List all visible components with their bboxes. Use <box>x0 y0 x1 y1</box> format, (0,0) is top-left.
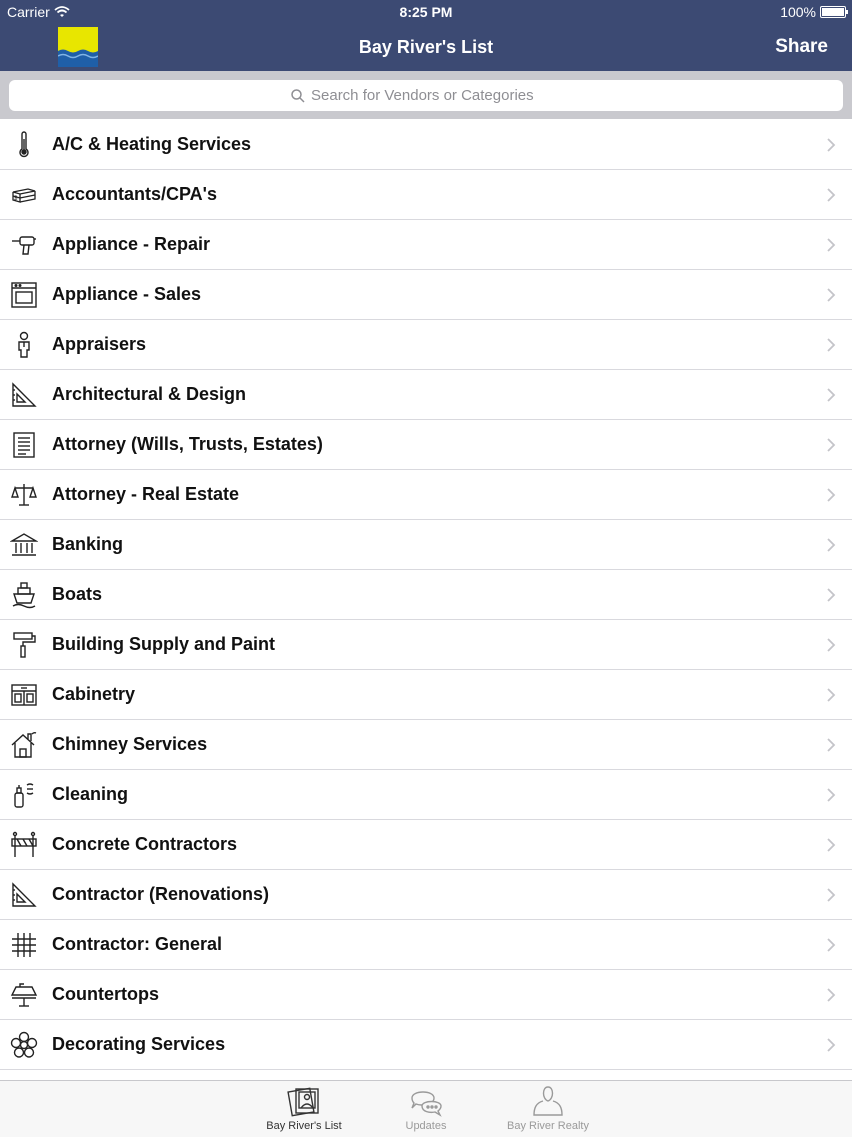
chevron-right-icon <box>826 637 836 653</box>
chevron-right-icon <box>826 1037 836 1053</box>
list-item[interactable] <box>0 270 852 320</box>
list-item-label: Banking <box>52 534 124 554</box>
list-item[interactable] <box>0 520 852 570</box>
list-item[interactable] <box>0 670 852 720</box>
search-field[interactable] <box>9 80 843 111</box>
set-square-icon <box>10 881 38 909</box>
countertop-icon <box>10 981 38 1009</box>
tab-updates[interactable] <box>376 1081 476 1137</box>
list-item-label: Accountants/CPA's <box>52 184 217 204</box>
tab-label: Bay River Realty <box>507 1120 589 1132</box>
ship-icon <box>10 581 38 609</box>
chevron-right-icon <box>826 687 836 703</box>
share-button[interactable]: Share <box>775 36 828 57</box>
list-item[interactable] <box>0 570 852 620</box>
person-outline-icon <box>530 1084 566 1118</box>
list-item[interactable] <box>0 170 852 220</box>
list-item[interactable] <box>0 770 852 820</box>
navigation-bar <box>0 24 852 71</box>
chevron-right-icon <box>826 537 836 553</box>
list-item[interactable] <box>0 1020 852 1070</box>
battery-indicator <box>780 4 846 20</box>
svg-text:$: $ <box>14 196 18 202</box>
person-icon <box>10 331 38 359</box>
chevron-right-icon <box>826 487 836 503</box>
set-square-icon <box>10 381 38 409</box>
list-item[interactable] <box>0 320 852 370</box>
status-time: 8:25 PM <box>399 4 453 20</box>
list-item[interactable] <box>0 470 852 520</box>
list-item[interactable] <box>0 370 852 420</box>
paint-roller-icon <box>10 631 38 659</box>
chevron-right-icon <box>826 937 836 953</box>
list-item-label: Contractor (Renovations) <box>52 884 270 904</box>
search-icon <box>291 89 305 103</box>
page-title: Bay River's List <box>358 37 494 57</box>
spray-bottle-icon <box>10 781 38 809</box>
thermometer-icon <box>10 131 38 159</box>
battery-icon <box>820 6 846 18</box>
grid-icon <box>10 931 38 959</box>
list-item-label: Building Supply and Paint <box>52 634 275 654</box>
list-item-label: Decorating Services <box>52 1034 226 1054</box>
photos-icon <box>286 1084 322 1118</box>
list-item-label: Countertops <box>52 984 159 1004</box>
battery-percent: 100% <box>780 4 816 20</box>
list-item[interactable] <box>0 870 852 920</box>
chevron-right-icon <box>826 237 836 253</box>
tab-bay-river-realty[interactable] <box>498 1081 598 1137</box>
list-item-label: Concrete Contractors <box>52 834 238 854</box>
chevron-right-icon <box>826 837 836 853</box>
list-item-label: Architectural & Design <box>52 384 247 404</box>
list-item-label: Appliance - Repair <box>52 234 211 254</box>
status-bar <box>0 0 852 24</box>
house-chimney-icon <box>10 731 38 759</box>
tab-bar <box>0 1080 852 1137</box>
list-item[interactable] <box>0 220 852 270</box>
list-item[interactable] <box>0 970 852 1020</box>
search-bar <box>0 71 852 119</box>
document-icon <box>10 431 38 459</box>
chevron-right-icon <box>826 287 836 303</box>
chevron-right-icon <box>826 387 836 403</box>
list-item[interactable] <box>0 820 852 870</box>
chevron-right-icon <box>826 887 836 903</box>
tab-bay-rivers-list[interactable] <box>254 1081 354 1137</box>
chevron-right-icon <box>826 187 836 203</box>
carrier-label: Carrier <box>7 4 50 20</box>
list-item-label: A/C & Heating Services <box>52 134 252 154</box>
list-item-label: Cleaning <box>52 784 129 804</box>
chevron-right-icon <box>826 587 836 603</box>
tab-label: Updates <box>405 1120 447 1132</box>
drill-icon <box>10 231 38 259</box>
list-item-label: Appliance - Sales <box>52 284 202 304</box>
chevron-right-icon <box>826 787 836 803</box>
category-list <box>0 120 852 1080</box>
barrier-icon <box>10 831 38 859</box>
list-item-label: Cabinetry <box>52 684 136 704</box>
chevron-right-icon <box>826 437 836 453</box>
list-item[interactable] <box>0 420 852 470</box>
bank-icon <box>10 531 38 559</box>
chat-bubble-icon <box>408 1084 444 1118</box>
list-item-label: Chimney Services <box>52 734 208 754</box>
list-item-label: Attorney (Wills, Trusts, Estates) <box>52 434 323 454</box>
chevron-right-icon <box>826 337 836 353</box>
money-icon <box>10 181 38 209</box>
flower-icon <box>10 1031 38 1059</box>
list-item-label: Boats <box>52 584 103 604</box>
list-item-label: Attorney - Real Estate <box>52 484 240 504</box>
oven-icon <box>10 281 38 309</box>
tab-label: Bay River's List <box>266 1120 342 1132</box>
cabinet-icon <box>10 681 38 709</box>
list-item-label: Appraisers <box>52 334 147 354</box>
list-item[interactable] <box>0 720 852 770</box>
chevron-right-icon <box>826 987 836 1003</box>
list-item[interactable] <box>0 920 852 970</box>
chevron-right-icon <box>826 137 836 153</box>
list-item[interactable] <box>0 620 852 670</box>
scales-icon <box>10 481 38 509</box>
search-input[interactable] <box>311 87 561 104</box>
chevron-right-icon <box>826 737 836 753</box>
list-item[interactable] <box>0 120 852 170</box>
list-item-label: Contractor: General <box>52 934 223 954</box>
